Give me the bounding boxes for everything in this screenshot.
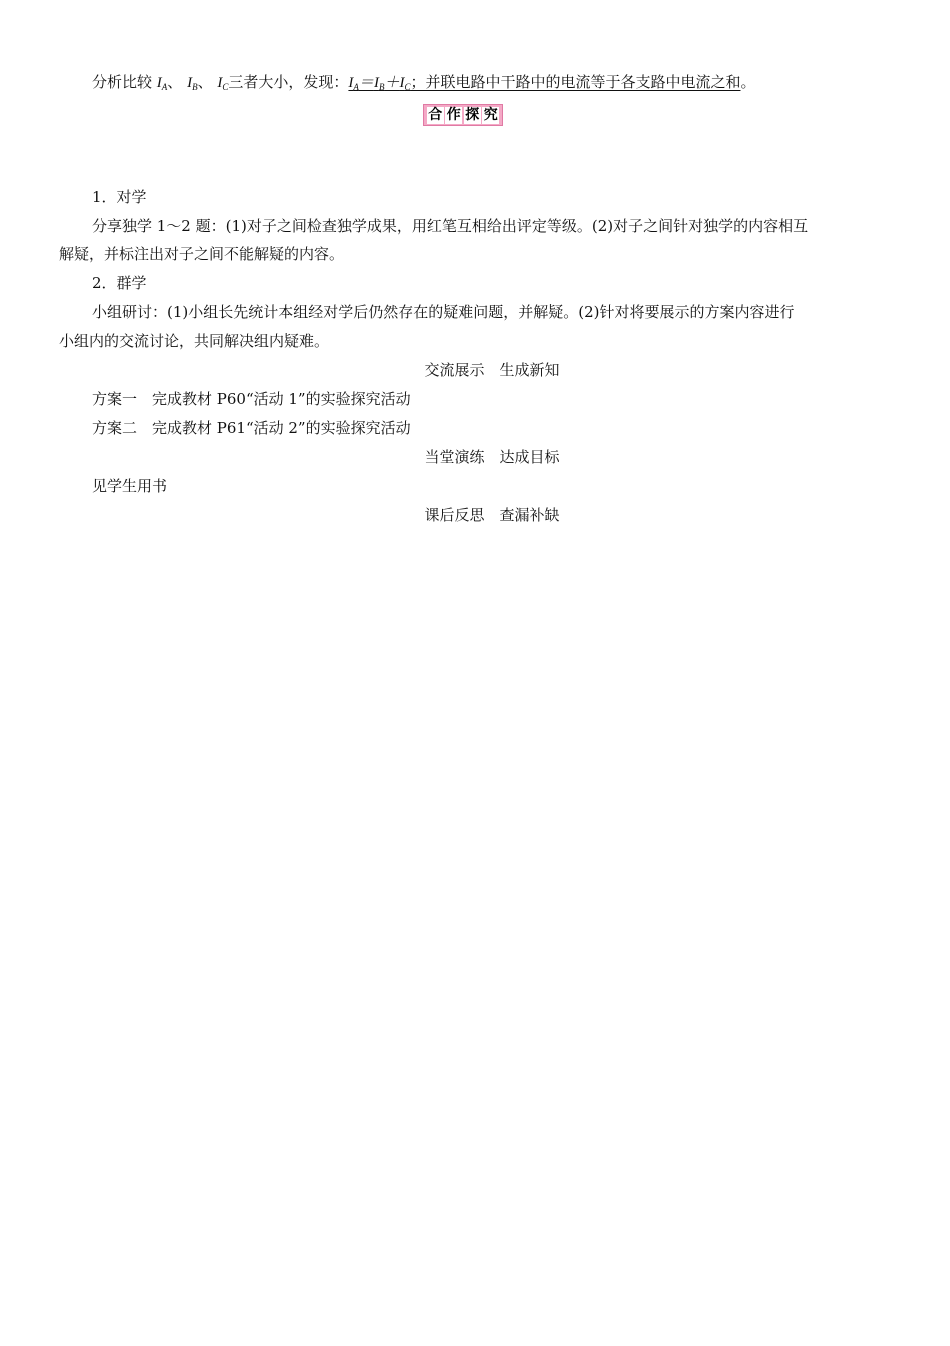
section1-paragraph-line2: 解疑，并标注出对子之间不能解疑的内容。 [59, 245, 345, 263]
plan-two: 方案二 完成教材 P61“活动 2”的实验探究活动 [92, 419, 411, 437]
formula: $I_A=I_B+I_C$ [348, 75, 411, 92]
current-c: $I_C$ [217, 75, 229, 92]
current-a: $I_A$ [156, 75, 168, 92]
practice-text: 见学生用书 [92, 477, 168, 495]
section2-heading: 2．群学 [92, 274, 147, 292]
current-b: $I_B$ [187, 75, 198, 92]
badge-char-1: 合 [428, 106, 443, 123]
exchange-title: 交流展示 生成新知 [424, 361, 560, 379]
reflection-title: 课后反思 查漏补缺 [424, 506, 560, 524]
section2-paragraph-line2: 小组内的交流讨论，共同解决组内疑难。 [59, 332, 330, 350]
analysis-line: 分析比较 $I_A$、 $I_B$、 $I_C$三者大小，发现：$I_A=I_B+I_C$；并联电路中干路中的电流等于各支路中电流之和。 [92, 73, 756, 92]
badge-char-2: 作 [446, 106, 461, 123]
badge-char-4: 究 [483, 106, 498, 123]
section1-paragraph-line1: 分享独学 1～2 题：(1)对子之间检查独学成果，用红笔互相给出评定等级。(2)对子之间针对独学的内容相互 [92, 217, 809, 235]
analysis-mid: 三者大小，发现： [228, 73, 349, 91]
analysis-prefix: 分析比较 [92, 73, 153, 91]
cooperative-inquiry-badge [423, 104, 503, 126]
finding-answer [348, 73, 740, 91]
section1-heading: 1．对学 [92, 188, 147, 206]
plan-one: 方案一 完成教材 P60“活动 1”的实验探究活动 [92, 390, 411, 408]
section2-paragraph-line1: 小组研讨：(1)小组长先统计本组经对学后仍然存在的疑难问题，并解疑。(2)针对将要展示的方案内容进行 [92, 303, 795, 321]
practice-title: 当堂演练 达成目标 [424, 448, 560, 466]
badge-char-3: 探 [465, 106, 480, 123]
conclusion-text: ；并联电路中干路中的电流等于各支路中电流之和 [410, 73, 741, 91]
